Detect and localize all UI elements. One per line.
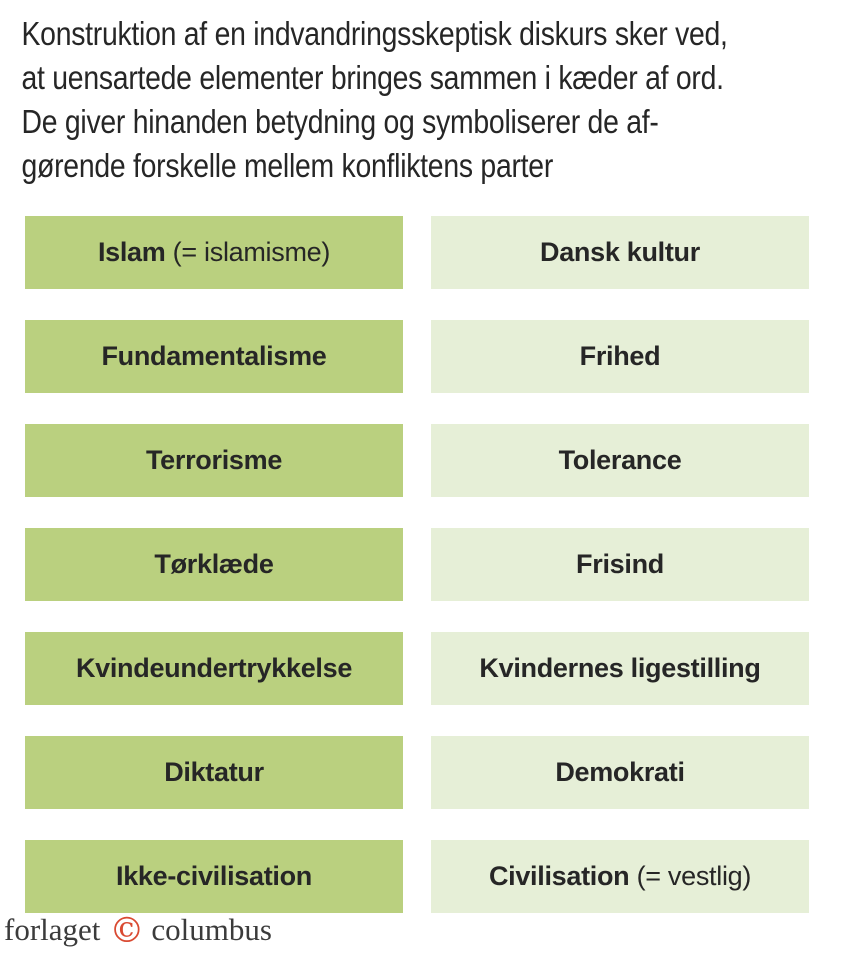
concept-label-bold: Kvindeundertrykkelse [75, 653, 353, 683]
concept-box-frisind [431, 528, 809, 601]
concept-label-bold: Dansk kultur [540, 237, 700, 267]
intro-line: De giver hinanden betydning og symboliserer de af- [21, 103, 659, 140]
concept-label-bold: Diktatur [164, 757, 264, 787]
concept-box-ikke-civilisation [25, 840, 403, 913]
publisher-name-left: forlaget [4, 912, 101, 947]
concept-box-torklaede [25, 528, 403, 601]
concept-box-diktatur [25, 736, 403, 809]
intro-line: at uensartede elementer bringes sammen i kæder af ord. [21, 59, 724, 96]
concept-box-fundamentalisme [25, 320, 403, 393]
concept-box-kvindernes-ligestilling [431, 632, 809, 705]
publisher-logo [4, 910, 272, 951]
concept-label-bold: Demokrati [555, 757, 685, 787]
concept-box-terrorisme [25, 424, 403, 497]
intro-text [0, 0, 847, 188]
concept-box-dansk-kultur [431, 216, 809, 289]
intro-line: gørende forskelle mellem konfliktens parter [21, 147, 554, 184]
concept-label-bold: Fundamentalisme [101, 341, 327, 371]
concept-box-islam [25, 216, 403, 289]
concept-label-bold: Frihed [579, 341, 661, 371]
concept-label-bold: Civilisation [488, 861, 630, 891]
concept-box-kvindeundertrykkelse [25, 632, 403, 705]
concept-label-bold: Tørklæde [154, 549, 274, 579]
concept-box-demokrati [431, 736, 809, 809]
concept-label-bold: Frisind [576, 549, 664, 579]
concept-box-tolerance [431, 424, 809, 497]
concept-label-bold: Islam [97, 237, 166, 267]
concept-box-frihed [431, 320, 809, 393]
concept-box-civilisation [431, 840, 809, 913]
intro-line: Konstruktion af en indvandringsskeptisk diskurs sker ved, [21, 15, 728, 52]
concept-label-normal: (= islamisme) [165, 237, 331, 267]
publisher-name-right: columbus [151, 912, 272, 947]
copyright-icon: © [109, 910, 145, 951]
concept-label-bold: Ikke-civilisation [116, 861, 312, 891]
concept-label-bold: Kvindernes ligestilling [479, 653, 761, 683]
concept-table [25, 216, 809, 913]
concept-label-normal: (= vestlig) [629, 861, 752, 891]
concept-label-bold: Terrorisme [145, 445, 283, 475]
concept-label-bold: Tolerance [558, 445, 682, 475]
